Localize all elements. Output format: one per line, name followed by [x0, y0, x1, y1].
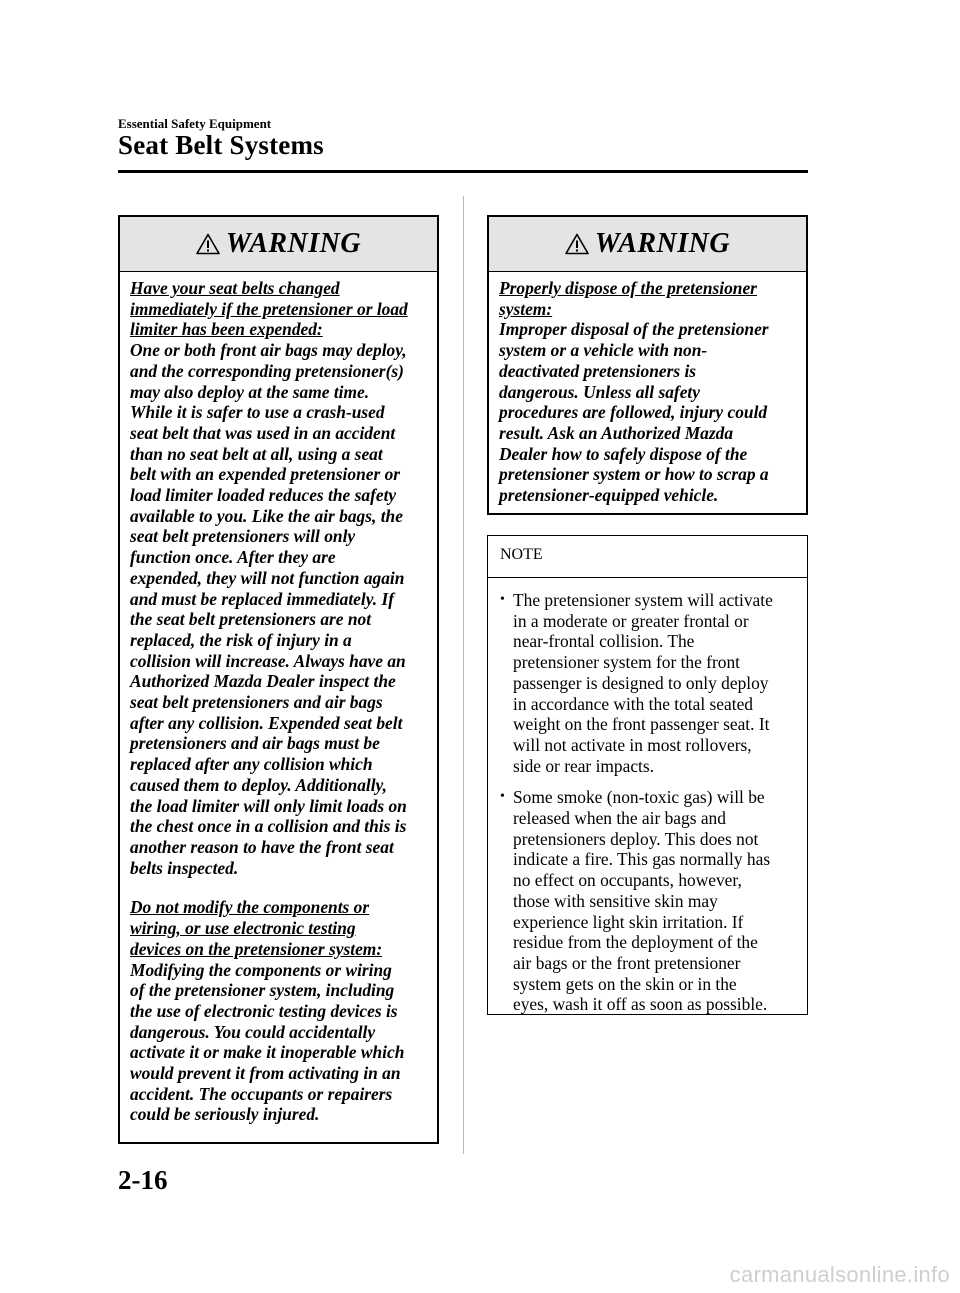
note-body — [488, 578, 807, 1015]
note-box — [487, 535, 808, 1015]
warning-title: Properly dispose of the pretensioner system: — [499, 278, 757, 319]
warning-header — [120, 217, 437, 272]
warning-heading: WARNING — [594, 228, 731, 259]
bullet: • — [500, 789, 505, 805]
warning-header — [489, 217, 806, 272]
section-label: Essential Safety Equipment — [118, 116, 272, 131]
list-item: • Some smoke (non-toxic gas) will be released when the air bags and pretensioners deploy. This does not indicate a fire. This gas normally has no effect on occupants, however, those with sensitive skin may experience light skin irritation. If residue from the deployment of the air bags or the front pretensioner system gets on the skin or in the eyes, wash it off as soon as possible. — [500, 787, 771, 1015]
warning-title: Do not modify the components or wiring, or use electronic testing devices on the pretensioner system: — [130, 897, 383, 959]
title-rule — [118, 170, 808, 173]
warning-title: Have your seat belts changed immediately if the pretensioner or load limiter has been expended: — [130, 278, 408, 340]
warning-box-left — [118, 215, 439, 1144]
watermark[interactable]: carmanualsonline.info — [729, 1262, 950, 1287]
warning-body — [120, 272, 437, 1125]
warning-triangle-icon — [565, 233, 589, 255]
column-divider — [463, 196, 464, 1154]
warning-heading: WARNING — [225, 228, 362, 259]
warning-text: One or both front air bags may deploy, and the corresponding pretensioner(s) may also deploy at the same time. While it is safer to use a crash-used seat belt that was used in an accident than no seat belt at all, using a seat belt with an expended pretensioner or load limiter loaded reduces the safety available to you. Like the air bags, the seat belt pretensioners will only function once. After they are expended, they will not function again and must be replaced immediately. If the seat belt pretensioners are not replaced, the risk of injury in a collision will increase. Always have an Authorized Mazda Dealer inspect the seat belt pretensioners and air bags after any collision. Expended seat belt pretensioners and air bags must be replaced after any collision which caused them to deploy. Additionally, the load limiter will only limit loads on the chest once in a collision and this is another reason to have the front seat belts inspected. — [130, 340, 407, 878]
warning-text: Modifying the components or wiring of the pretensioner system, including the use of electronic testing devices is dangerous. You could accidentally activate it or make it inoperable which would prevent it from activating in an accident. The occupants or repairers could be seriously injured. — [130, 959, 405, 1125]
page-number: 2-16 — [118, 1165, 168, 1195]
warning-triangle-icon — [196, 233, 220, 255]
warning-box-right — [487, 215, 808, 515]
list-item: • The pretensioner system will activate in a moderate or greater frontal or near-frontal collision. The pretensioner system for the front passenger is designed to only deploy in accordance with the total seated weight on the front passenger seat. It will not activate in most rollovers, side or rear impacts. — [500, 590, 773, 776]
warning-body — [489, 272, 806, 506]
warning-text: Improper disposal of the pretensioner system or a vehicle with non- deactivated pretensioners is dangerous. Unless all safety procedures are followed, injury could result. Ask an Authorized Mazda Dealer how to safely dispose of the pretensioner system or how to scrap a pretensioner-equipped vehicle. — [499, 319, 769, 506]
bullet: • — [500, 592, 505, 607]
page-title: Seat Belt Systems — [118, 130, 324, 160]
note-heading: NOTE — [488, 536, 807, 578]
